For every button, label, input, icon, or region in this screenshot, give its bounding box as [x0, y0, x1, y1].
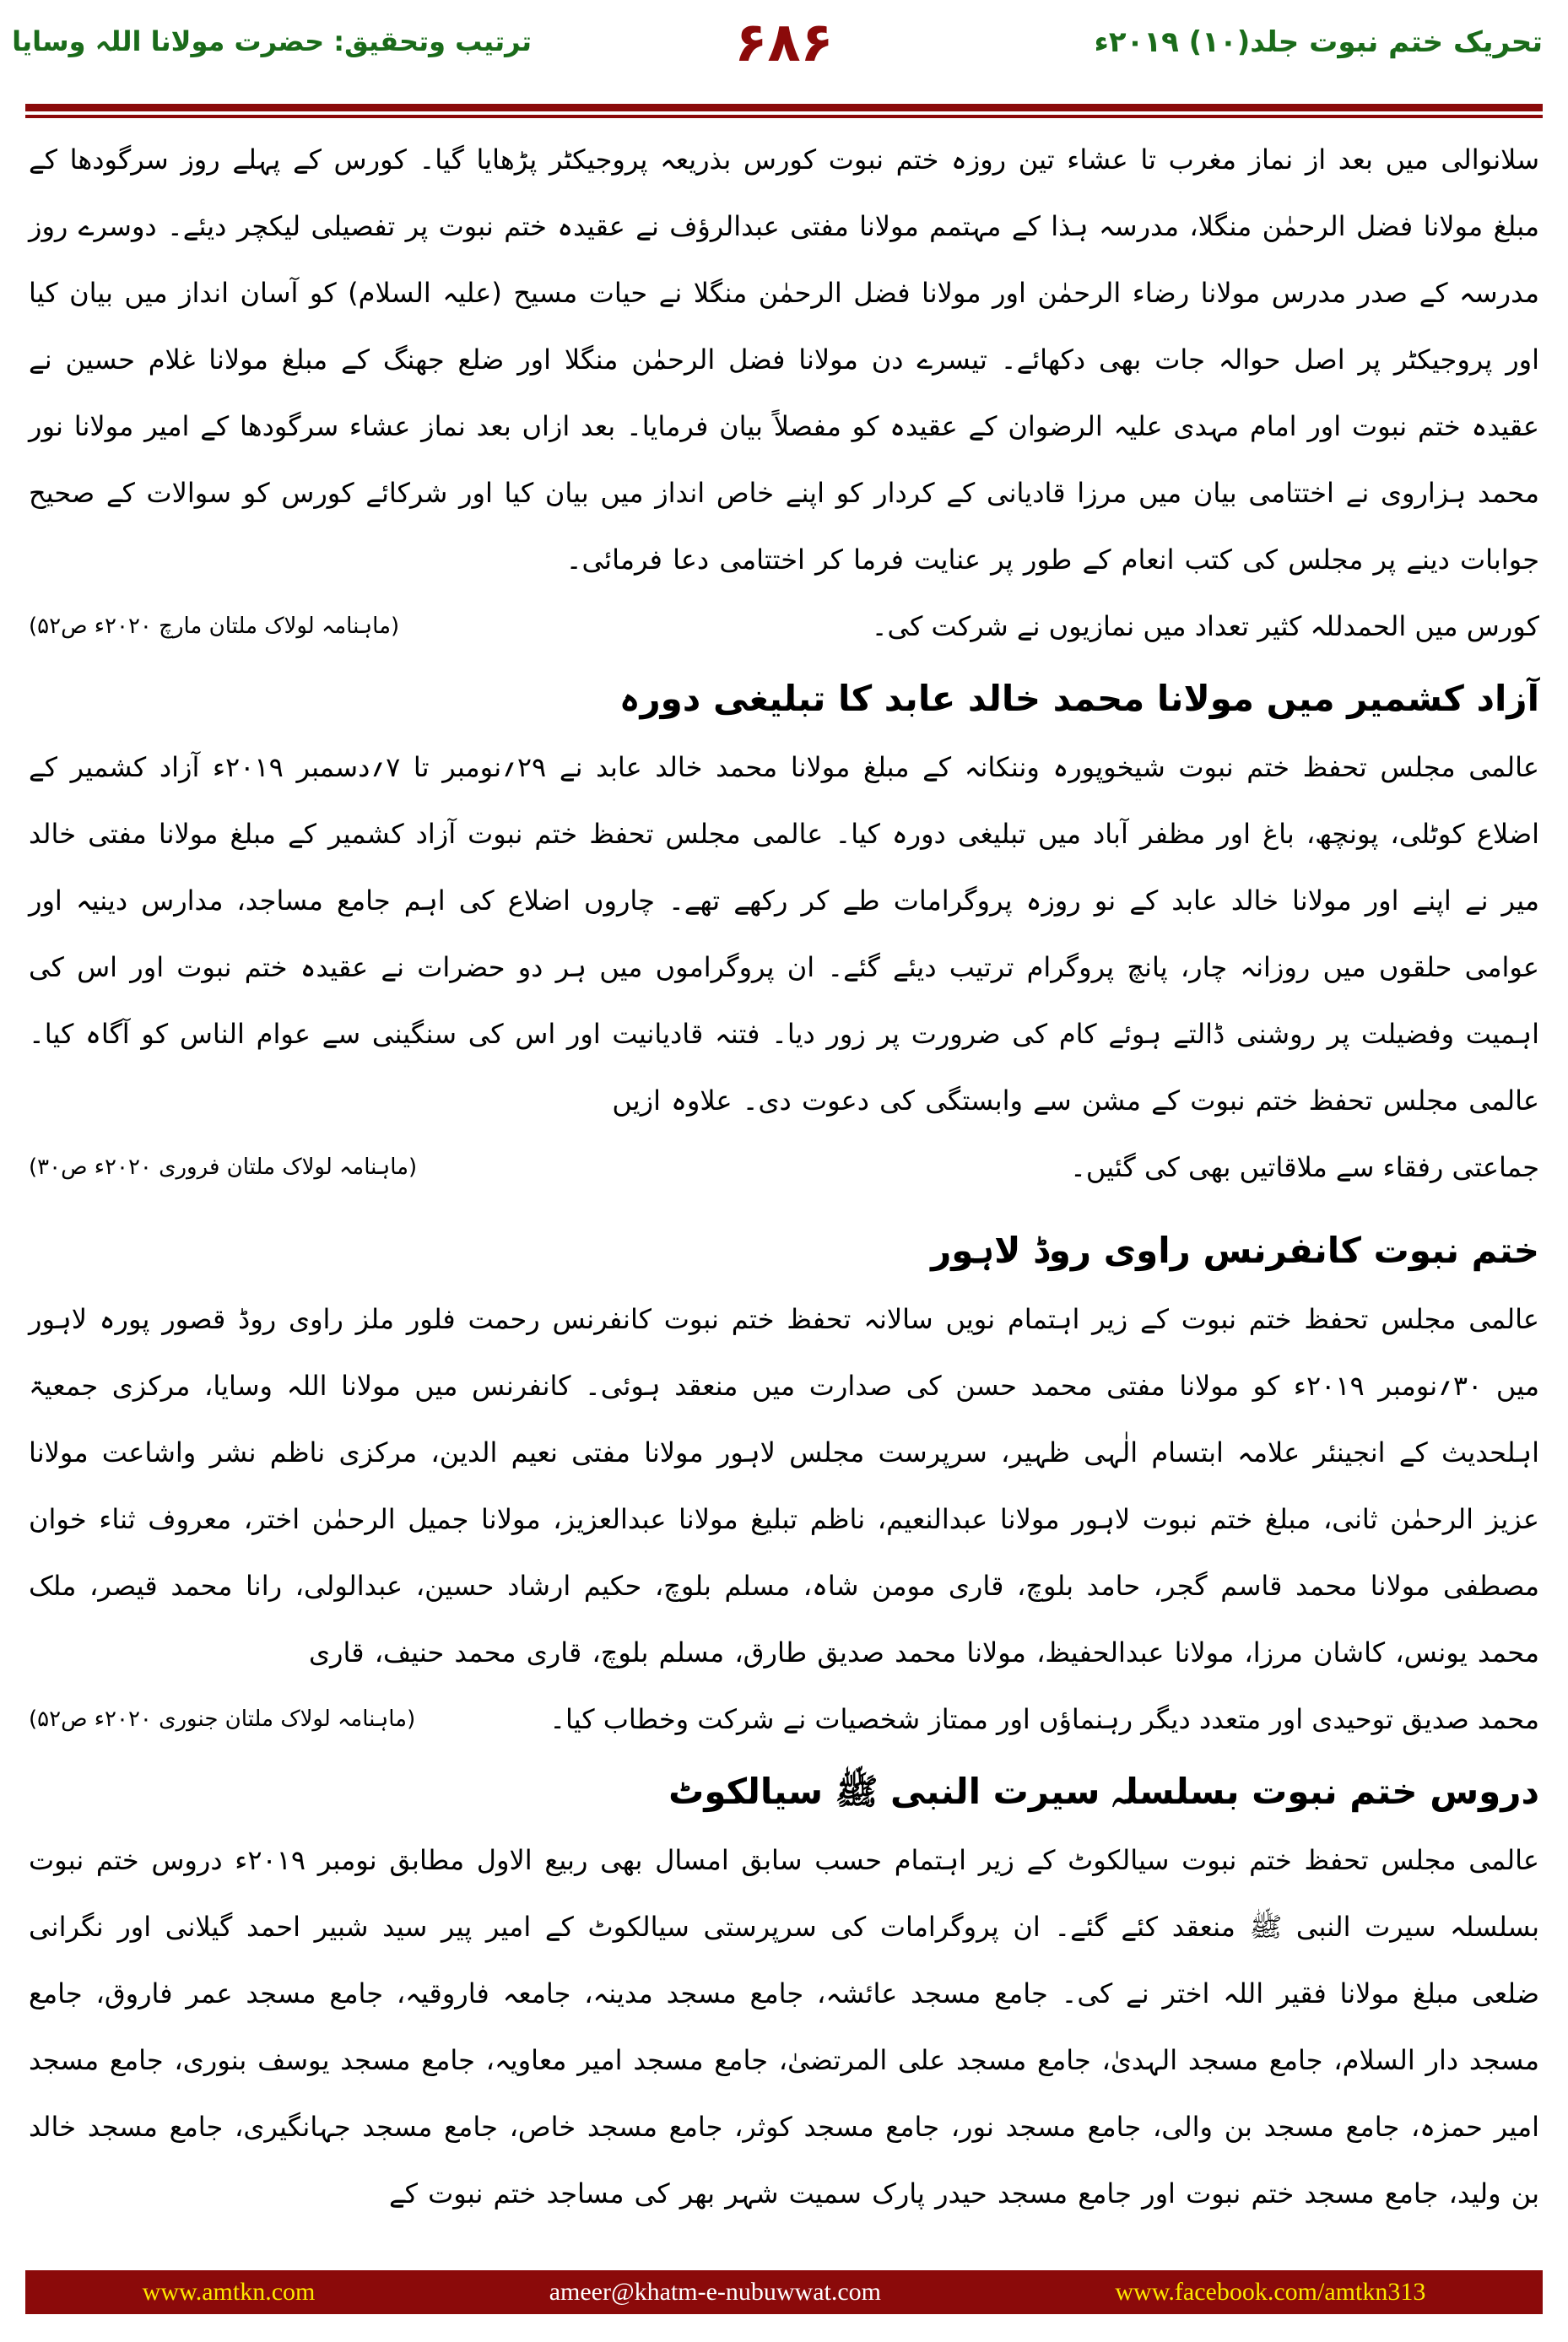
- website-link[interactable]: www.amtkn.com: [142, 2278, 316, 2306]
- paragraph: عالمی مجلس تحفظ ختم نبوت شیخوپورہ وننکانہ کے مبلغ مولانا محمد خالد عابد نے ۲۹؍نومبر تا ۷؍دسمبر ۲۰۱۹ء آزاد کشمیر کے اضلاع کوٹلی، پونچھ، باغ اور مظفر آباد میں تبلیغی دورہ کیا۔ عالمی مجلس تحفظ ختم نبوت آزاد کشمیر کے مبلغ مولانا مفتی خالد میر نے اپنے اور مولانا خالد عابد کے نو روزہ پروگرامات طے کر رکھے تھے۔ چاروں اضلاع کی اہم جامع مساجد، مدارس دینیہ اور عوامی حلقوں میں روزانہ چار، پانچ پروگرام ترتیب دیئے گئے۔ ان پروگراموں میں ہر دو حضرات نے عقیدہ ختم نبوت اور اس کی اہمیت وفضیلت پر روشنی ڈالتے ہوئے کام کی ضرورت پر زور دیا۔ فتنہ قادیانیت اور اس کی سنگینی سے عوام الناس کو آگاہ کیا۔ عالمی مجلس تحفظ ختم نبوت کے مشن سے وابستگی کی دعوت دی۔ علاوہ ازیں: [29, 751, 1540, 1117]
- section-heading: آزاد کشمیر میں مولانا محمد خالد عابد کا تبلیغی دورہ: [619, 678, 1539, 719]
- paragraph: سلانوالی میں بعد از نماز مغرب تا عشاء تین روزہ ختم نبوت کورس بذریعہ پروجیکٹر پڑھایا گیا۔ کورس کے پہلے روز سرگودھا کے مبلغ مولانا فضل الرحمٰن منگلا، مدرسہ ہذا کے مہتمم مولانا مفتی عبدالرؤف نے عقیدہ ختم نبوت پر تفصیلی لیکچر دیئے۔ دوسرے روز مدرسہ کے صدر مدرس مولانا رضاء الرحمٰن اور مولانا فضل الرحمٰن منگلا نے حیات مسیح (علیہ السلام) کو آسان انداز میں بیان کیا اور پروجیکٹر پر اصل حوالہ جات بھی دکھائے۔ تیسرے دن مولانا فضل الرحمٰن منگلا اور ضلع جھنگ کے مبلغ مولانا غلام حسین نے عقیدہ ختم نبوت اور امام مہدی علیہ الرضوان کے عقیدہ کو مفصلاً بیان فرمایا۔ بعد ازاں بعد نماز عشاء سرگودھا کے امیر مولانا نور محمد ہزاروی نے اختتامی بیان میں مرزا قادیانی کے کردار کو اپنے خاص انداز میں بیان کیا اور شرکائے کورس کو سوالات کے صحیح جوابات دینے پر مجلس کی کتب انعام کے طور پر عنایت فرما کر اختتامی دعا فرمائی۔: [29, 143, 1539, 576]
- source-reference: (ماہنامہ لولاک ملتان جنوری ۲۰۲۰ء ص۵۲): [29, 1706, 416, 1732]
- source-reference: (ماہنامہ لولاک ملتان مارچ ۲۰۲۰ء ص۵۲): [29, 614, 400, 639]
- facebook-link[interactable]: www.facebook.com/amtkn313: [1115, 2278, 1426, 2306]
- header-rule-thin: [25, 115, 1543, 118]
- email-link[interactable]: ameer@khatm-e-nubuwwat.com: [549, 2278, 882, 2306]
- closing-line: [29, 593, 1539, 660]
- book-title: تحریک ختم نبوت جلد(۱۰) ۲۰۱۹ء: [1094, 25, 1543, 59]
- section-azad-kashmir-tour: [29, 663, 1539, 1201]
- page-number: ۶۸۶: [734, 12, 834, 74]
- header-rule-thick: [25, 104, 1543, 111]
- source-reference: (ماہنامہ لولاک ملتان فروری ۲۰۲۰ء ص۳۰): [29, 1155, 418, 1180]
- closing-text: جماعتی رفقاء سے ملاقاتیں بھی کی گئیں۔: [1070, 1151, 1539, 1183]
- section-course-report: [29, 127, 1539, 660]
- section-heading: ختم نبوت کانفرنس راوی روڈ لاہور: [931, 1230, 1539, 1271]
- section-lahore-conference: [29, 1215, 1539, 1753]
- page-footer: [25, 2270, 1543, 2314]
- paragraph: عالمی مجلس تحفظ ختم نبوت کے زیر اہتمام نویں سالانہ تحفظ ختم نبوت کانفرنس رحمت فلور ملز راوی روڈ قصور پورہ لاہور میں ۳۰؍نومبر ۲۰۱۹ء کو مولانا مفتی محمد حسن کی صدارت میں منعقد ہوئی۔ کانفرنس میں مولانا اللہ وسایا، مرکزی جمعیۃ اہلحدیث کے انجینئر علامہ ابتسام الٰہی ظہیر، سرپرست مجلس لاہور مولانا مفتی نعیم الدین، مرکزی ناظم نشر واشاعت مولانا عزیز الرحمٰن ثانی، مبلغ ختم نبوت لاہور مولانا عبدالنعیم، ناظم تبلیغ مولانا عبدالعزیز، مولانا جمیل الرحمٰن اختر، معروف ثناء خوان مصطفی مولانا محمد قاسم گجر، حامد بلوچ، قاری مومن شاہ، مسلم بلوچ، حکیم ارشاد حسین، عبدالولی، رانا محمد قیصر، ملک محمد یونس، کاشان مرزا، مولانا عبدالحفیظ، مولانا محمد صدیق طارق، مسلم بلوچ، قاری محمد حنیف، قاری: [29, 1303, 1540, 1669]
- paragraph: عالمی مجلس تحفظ ختم نبوت سیالکوٹ کے زیر اہتمام حسب سابق امسال بھی ربیع الاول مطابق نومبر ۲۰۱۹ء دروس ختم نبوت بسلسلہ سیرت النبی ﷺ منعقد کئے گئے۔ ان پروگرامات کی سرپرستی سیالکوٹ کے امیر پیر سید شبیر احمد گیلانی اور نگرانی ضلعی مبلغ مولانا فقیر اللہ اختر نے کی۔ جامع مسجد عائشہ، جامع مسجد مدینہ، جامعہ فاروقیہ، جامع مسجد عمر فاروق، جامع مسجد دار السلام، جامع مسجد الہدیٰ، جامع مسجد علی المرتضیٰ، جامع مسجد امیر معاویہ، جامع مسجد یوسف بنوری، جامع مسجد امیر حمزہ، جامع مسجد بن والی، جامع مسجد نور، جامع مسجد کوثر، جامع مسجد خاص، جامع مسجد جہانگیری، جامع مسجد خالد بن ولید، جامع مسجد ختم نبوت اور جامع مسجد حیدر پارک سمیت شہر بھر کی مساجد ختم نبوت کے: [29, 1844, 1540, 2209]
- closing-text: محمد صدیق توحیدی اور متعدد دیگر رہنماؤں اور ممتاز شخصیات نے شرکت وخطاب کیا۔: [549, 1703, 1539, 1735]
- compiler-credit: ترتیب وتحقیق: حضرت مولانا اللہ وسایا: [12, 25, 532, 57]
- closing-line: [29, 1134, 1539, 1201]
- page-header: [12, 0, 1543, 93]
- section-sialkot-lessons: [29, 1756, 1539, 2227]
- closing-text: کورس میں الحمدللہ کثیر تعداد میں نمازیوں نے شرکت کی۔: [871, 610, 1539, 642]
- closing-line: [29, 1686, 1539, 1753]
- section-heading: دروس ختم نبوت بسلسلہ سیرت النبی ﷺ سیالکوٹ: [668, 1771, 1539, 1812]
